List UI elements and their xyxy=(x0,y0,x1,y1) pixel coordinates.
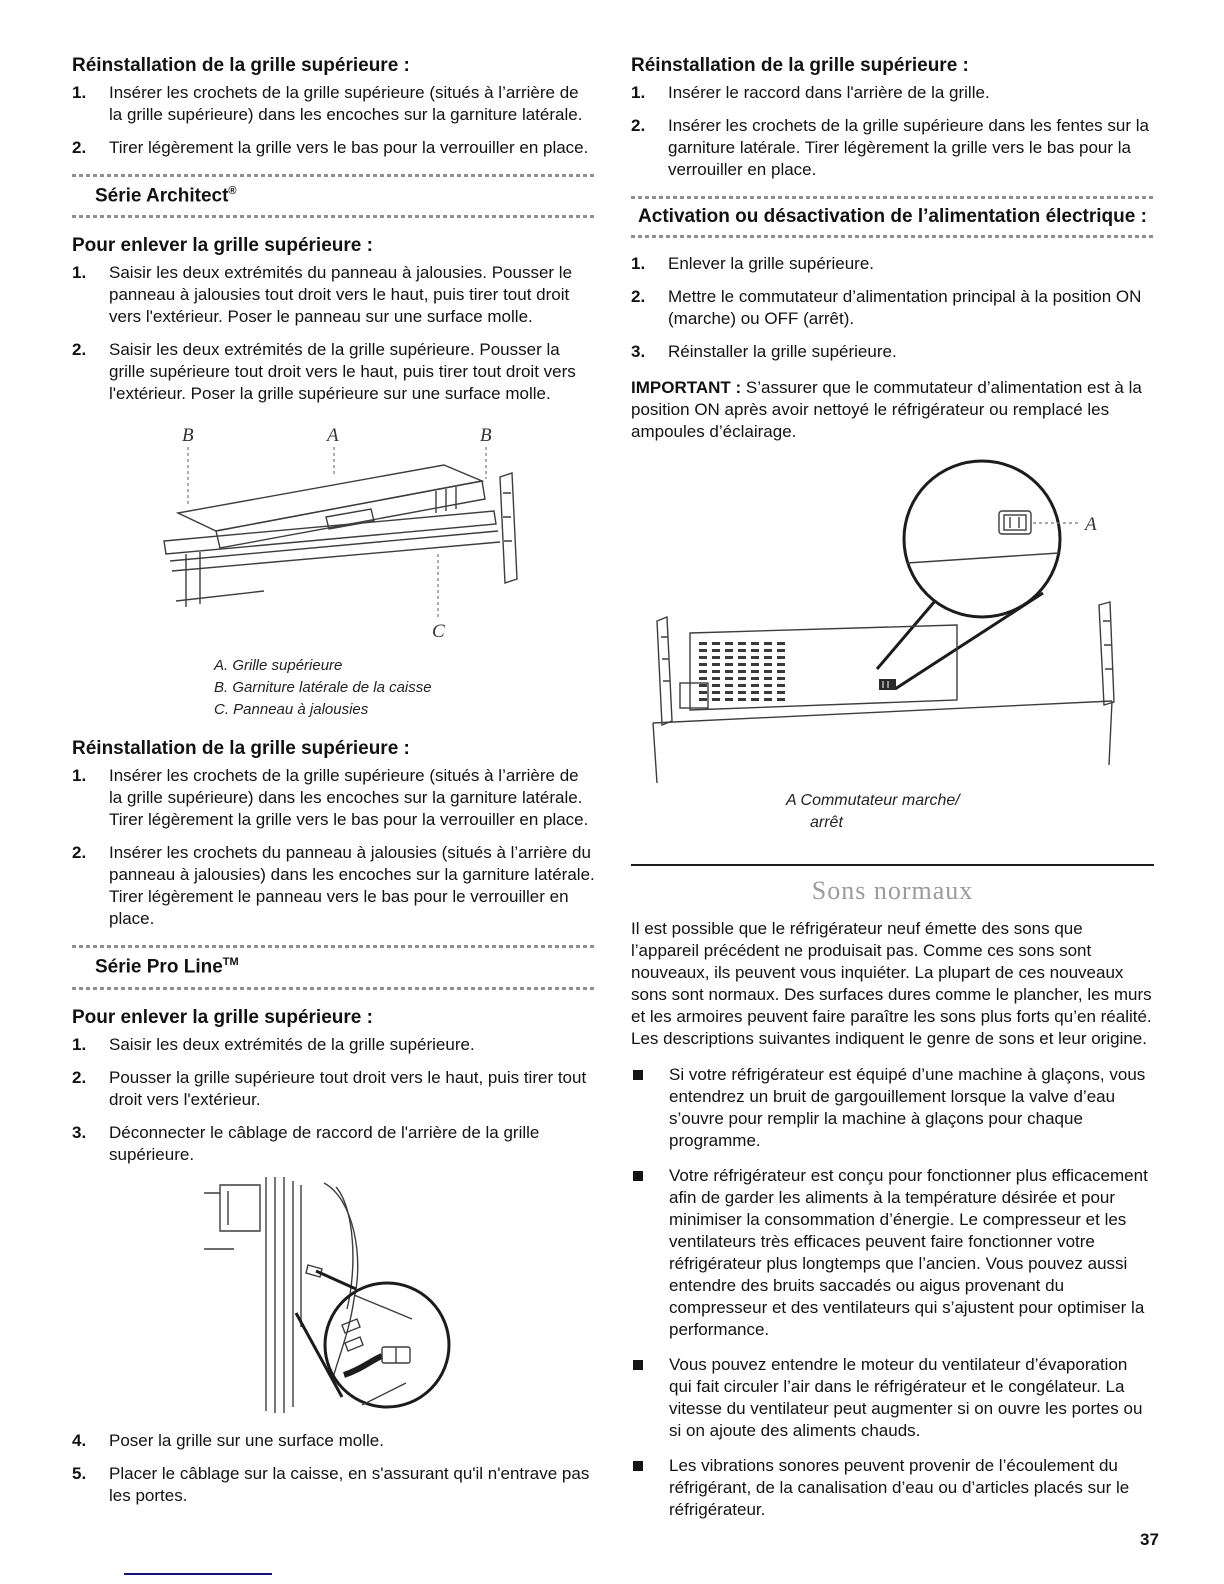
caption-line: B. Garniture latérale de la caisse xyxy=(214,679,432,697)
list-text: Saisir les deux extrémités de la grille supérieure. Pousser la grille supérieure tout droit vers le haut, puis tirer tout droit vers l'extérieur. Poser la grille supérieure sur une surface molle. xyxy=(109,340,576,404)
page-number: 37 xyxy=(1140,1530,1159,1549)
caption-line: arrêt xyxy=(810,814,843,831)
list-text: Enlever la grille supérieure. xyxy=(668,254,874,273)
list-text: Insérer les crochets de la grille supérieure dans les fentes sur la garniture latérale. Tirer légèrement la grille vers le bas pour la verrouiller en place. xyxy=(668,116,1149,179)
caption-line: C. Panneau à jalousies xyxy=(214,701,369,719)
square-bullet-icon xyxy=(633,1360,643,1370)
list-item xyxy=(72,842,595,930)
registered-mark: ® xyxy=(228,185,237,197)
list-number: 1. xyxy=(631,83,646,102)
series-architect-banner xyxy=(72,174,595,218)
sons-intro-paragraph: Il est possible que le réfrigérateur neuf émette des sons que l’appareil précédent ne produisait pas. Comme ces sons sont nouveaux, ils peuvent vous inquiéter. La plupart de ces nouveaux sons sont normaux. Des surfaces dures comme le plancher, les murs et les armoires peuvent faire paraître les sons plus forts qu’en réalité. Les descriptions suivantes indiquent le genre de sons et leur origine. xyxy=(631,919,1152,1048)
dotted-divider xyxy=(631,235,1154,238)
list-item xyxy=(72,1463,595,1507)
list-text: Insérer le raccord dans l'arrière de la grille. xyxy=(668,83,990,102)
series-architect-title xyxy=(72,177,595,215)
list-text: Mettre le commutateur d’alimentation principal à la position ON (marche) ou OFF (arrêt). xyxy=(668,287,1142,328)
list-number: 4. xyxy=(72,1430,87,1450)
list-text: Insérer les crochets de la grille supérieure (situés à l’arrière de la grille supérieure) dans les encoches sur la garniture latérale. Tirer légèrement la grille vers le bas pour la verrouiller en place. xyxy=(109,766,589,830)
list-item xyxy=(631,253,1154,275)
section-heading: Pour enlever la grille supérieure : xyxy=(72,1006,373,1028)
two-column-layout xyxy=(72,54,1154,1534)
sons-normaux-title: Sons normaux xyxy=(811,876,974,905)
bullet-item xyxy=(631,1455,1154,1521)
important-text: S’assurer que le commutateur d’alimentation est à la position ON après avoir nettoyé le réfrigérateur ou remplacé les ampoules d’éclairage. xyxy=(631,378,1142,441)
series-proline-banner xyxy=(72,945,595,989)
list-number: 2. xyxy=(72,1067,87,1087)
dotted-divider xyxy=(72,987,595,990)
bullet-item xyxy=(631,1165,1154,1341)
figure-label: B xyxy=(182,425,194,447)
series-proline-title xyxy=(72,948,595,986)
figure-grille-drawing xyxy=(146,421,595,651)
series-architect-label: Série Architect xyxy=(95,185,229,207)
left-column xyxy=(72,54,595,1534)
list-text: Poser la grille sur une surface molle. xyxy=(109,1430,384,1450)
square-bullet-icon xyxy=(633,1070,643,1080)
list-number: 1. xyxy=(631,254,646,273)
section-heading: Réinstallation de la grille supérieure : xyxy=(72,738,410,760)
list-text: Placer le câblage sur la caisse, en s'assurant qu'il n'entrave pas les portes. xyxy=(109,1463,590,1505)
list-item xyxy=(72,82,595,126)
grille-superieure-drawing xyxy=(146,421,556,646)
list-text: Saisir les deux extrémités de la grille supérieure. xyxy=(109,1034,475,1054)
figure-cable-drawing xyxy=(204,1177,595,1420)
list-item xyxy=(72,1430,595,1452)
power-switch-drawing xyxy=(647,453,1139,785)
list-number: 1. xyxy=(72,766,87,786)
figure-label: B xyxy=(480,425,492,447)
footer-rule xyxy=(124,1573,272,1575)
activation-title: Activation ou désactivation de l’alimentation électrique : xyxy=(638,206,1147,227)
bullet-text: Votre réfrigérateur est conçu pour fonctionner plus efficacement afin de garder les aliments à la température désirée et pour minimiser la consommation d’énergie. Le compresseur et les ventilateurs très efficaces peuvent faire fonctionner votre réfrigérateur plus longtemps que l’ancien. Vous pouvez aussi entendre des bruits saccadés ou aigus provenant du compresseur et des ventilateurs qui s’ajustent pour optimiser la performance. xyxy=(669,1166,1148,1339)
list-item xyxy=(72,137,595,159)
figure-caption xyxy=(786,790,1154,834)
section-heading: Réinstallation de la grille supérieure : xyxy=(631,55,969,76)
list-item xyxy=(72,765,595,831)
list-text: Réinstaller la grille supérieure. xyxy=(668,342,897,361)
trademark-mark: TM xyxy=(222,956,239,969)
list-number: 1. xyxy=(72,263,87,283)
section-heading: Pour enlever la grille supérieure : xyxy=(72,235,373,257)
figure-caption xyxy=(214,655,595,721)
list-number: 1. xyxy=(72,83,87,102)
list-item xyxy=(72,1067,595,1111)
list-number: 2. xyxy=(72,340,87,360)
cable-connector-drawing xyxy=(204,1177,456,1415)
list-text: Pousser la grille supérieure tout droit vers le haut, puis tirer tout droit vers l'extérieur. xyxy=(109,1067,587,1109)
list-item xyxy=(72,1034,595,1056)
list-text: Déconnecter le câblage de raccord de l'arrière de la grille supérieure. xyxy=(109,1122,540,1164)
bullet-text: Les vibrations sonores peuvent provenir de l’écoulement du réfrigérant, de la canalisation d’eau ou d’articles placés sur le réfrigérateur. xyxy=(669,1456,1130,1519)
list-text: Insérer les crochets de la grille supérieure (situés à l’arrière de la grille supérieure) dans les encoches sur la garniture latérale. xyxy=(109,83,583,124)
series-proline-label: Série Pro Line xyxy=(95,956,223,978)
important-label: IMPORTANT : xyxy=(631,378,742,397)
figure-label: C xyxy=(432,621,445,643)
list-number: 2. xyxy=(72,138,87,157)
list-item xyxy=(631,286,1154,330)
figure-label: A xyxy=(1085,514,1097,535)
figure-switch-drawing xyxy=(647,453,1154,790)
list-text: Insérer les crochets du panneau à jalousies (situés à l’arrière du panneau à jalousies) dans les encoches sur la garniture latérale. Tirer légèrement le panneau vers le bas pour le verrouiller en place. xyxy=(109,843,595,929)
bullet-text: Vous pouvez entendre le moteur du ventilateur d’évaporation qui fait circuler l’air dans le réfrigérateur et le congélateur. La vitesse du ventilateur peut augmenter si on ouvre les portes ou si on ajoute des aliments chauds. xyxy=(669,1355,1143,1440)
caption-line: A. Grille supérieure xyxy=(214,657,343,675)
list-number: 3. xyxy=(72,1122,87,1142)
figure-label: A xyxy=(327,425,339,447)
caption-line: A Commutateur marche/ xyxy=(786,792,960,809)
list-number: 2. xyxy=(72,843,87,863)
list-item xyxy=(631,115,1154,181)
square-bullet-icon xyxy=(633,1171,643,1181)
list-number: 5. xyxy=(72,1463,87,1483)
bullet-item xyxy=(631,1354,1154,1442)
list-number: 1. xyxy=(72,1034,87,1054)
list-item xyxy=(631,82,1154,104)
list-number: 2. xyxy=(631,287,646,306)
important-note xyxy=(631,377,1154,443)
list-text: Tirer légèrement la grille vers le bas pour la verrouiller en place. xyxy=(109,138,589,157)
list-item xyxy=(72,1122,595,1166)
list-number: 3. xyxy=(631,342,646,361)
dotted-divider xyxy=(72,215,595,218)
activation-banner xyxy=(631,196,1154,238)
square-bullet-icon xyxy=(633,1461,643,1471)
right-column xyxy=(631,54,1154,1534)
section-divider xyxy=(631,864,1154,866)
list-text: Saisir les deux extrémités du panneau à jalousies. Pousser le panneau à jalousies tout droit vers le haut, puis tirer tout droit vers l'extérieur. Poser le panneau sur une surface molle. xyxy=(109,263,573,327)
section-heading: Réinstallation de la grille supérieure : xyxy=(72,55,410,76)
list-item xyxy=(631,341,1154,363)
list-item xyxy=(72,339,595,405)
list-number: 2. xyxy=(631,116,646,135)
bullet-text: Si votre réfrigérateur est équipé d’une machine à glaçons, vous entendrez un bruit de gargouillement lorsque la valve d’eau s’ouvre pour remplir la machine à glaçons pour chaque programme. xyxy=(669,1065,1146,1150)
list-item xyxy=(72,262,595,328)
bullet-item xyxy=(631,1064,1154,1152)
